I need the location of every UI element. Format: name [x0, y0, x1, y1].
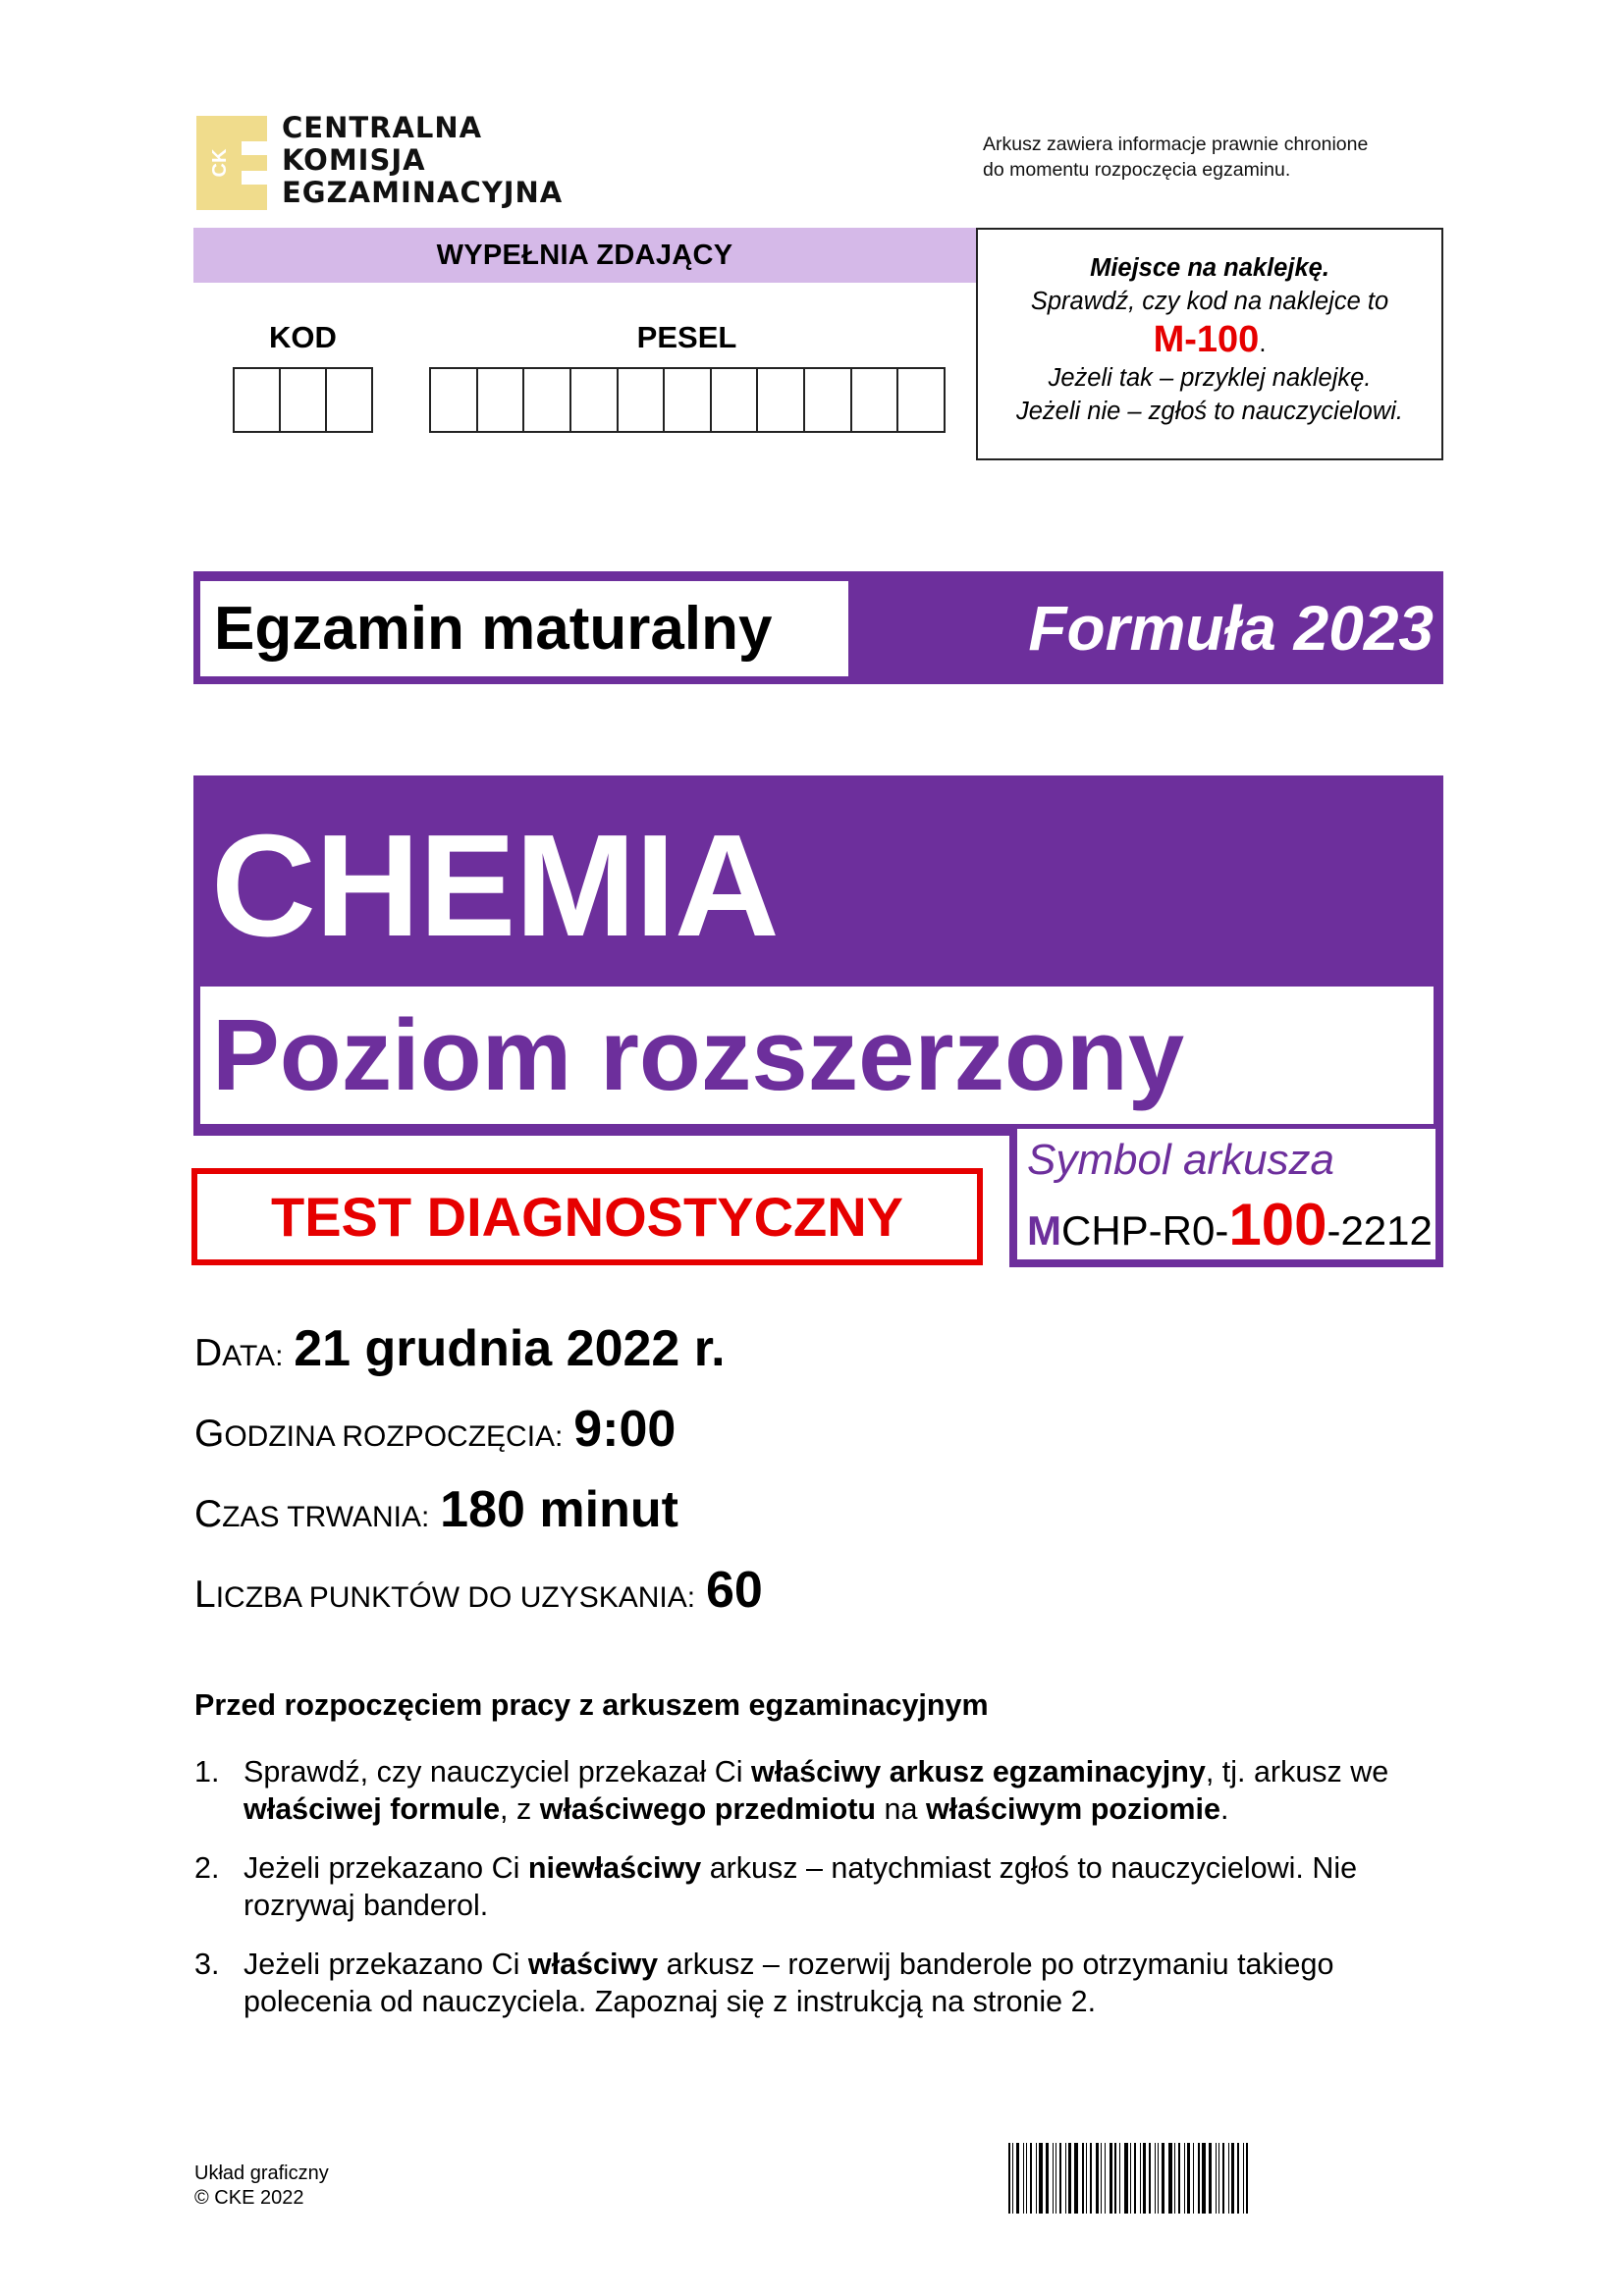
sticker-if-no: Jeżeli nie – zgłoś to nauczycielowi. — [1015, 398, 1404, 425]
footer-credit: Układ graficzny © CKE 2022 — [194, 2163, 329, 2209]
pesel-label: PESEL — [636, 320, 737, 354]
barcode — [1008, 2143, 1421, 2214]
subject-name: CHEMIA — [211, 805, 779, 967]
instruction-item: 2. Jeżeli przekazano Ci niewłaściwy arkusz – natychmiast zgłoś to nauczycielowi. Nie rozrywaj banderol. — [194, 1851, 1358, 1922]
test-diagnostic-label: TEST DIAGNOSTYCZNY — [191, 1168, 983, 1265]
kod-label: KOD — [269, 320, 337, 354]
instruction-item: 3. Jeżeli przekazano Ci właściwy arkusz – rozerwij banderole po otrzymaniu takiego polecenia od nauczyciela. Zapoznaj się z instrukcją na stronie 2. — [194, 1948, 1334, 2018]
info-duration: CZAS TRWANIA: 180 minut — [194, 1481, 678, 1538]
pesel-input-boxes[interactable] — [429, 367, 946, 433]
legal-notice: Arkusz zawiera informacje prawnie chronione do momentu rozpoczęcia egzaminu. — [983, 133, 1369, 181]
sticker-title: Miejsce na naklejkę. — [1090, 254, 1329, 282]
exam-formula: Formuła 2023 — [1028, 593, 1434, 664]
fill-in-band: WYPEŁNIA ZDAJĄCY — [193, 228, 976, 283]
pesel-box[interactable] — [805, 369, 852, 431]
symbol-code: MCHP-R0-100-2212 — [1027, 1192, 1433, 1257]
instructions-list — [194, 1753, 1451, 2042]
logo-mark-text: CK — [209, 148, 231, 178]
pesel-box[interactable] — [712, 369, 759, 431]
pesel-box[interactable] — [665, 369, 712, 431]
info-points: LICZBA PUNKTÓW DO UZYSKANIA: 60 — [194, 1562, 763, 1619]
info-date: DATA: 21 grudnia 2022 r. — [194, 1320, 726, 1377]
symbol-label: Symbol arkusza — [1027, 1136, 1335, 1184]
kod-input-boxes[interactable] — [233, 367, 373, 433]
sticker-if-yes: Jeżeli tak – przyklej naklejkę. — [1048, 364, 1372, 392]
info-start-time: GODZINA ROZPOCZĘCIA: 9:00 — [194, 1401, 677, 1458]
pesel-box[interactable] — [524, 369, 571, 431]
sticker-check-text: Sprawdź, czy kod na naklejce to — [1030, 288, 1389, 315]
exam-title: Egzamin maturalny — [214, 595, 773, 663]
cke-logo-text: CENTRALNA KOMISJA EGZAMINACYJNA — [282, 111, 564, 209]
pesel-box[interactable] — [431, 369, 478, 431]
instructions-title: Przed rozpoczęciem pracy z arkuszem egzaminacyjnym — [194, 1688, 989, 1722]
kod-box[interactable] — [235, 369, 281, 431]
pesel-box[interactable] — [619, 369, 666, 431]
pesel-box[interactable] — [571, 369, 619, 431]
pesel-box[interactable] — [478, 369, 525, 431]
pesel-box[interactable] — [852, 369, 899, 431]
pesel-box[interactable] — [898, 369, 944, 431]
subject-level: Poziom rozszerzony — [212, 998, 1185, 1111]
kod-box[interactable] — [281, 369, 327, 431]
cke-logo-mark — [196, 116, 267, 210]
instruction-item: 1. Sprawdź, czy nauczyciel przekazał Ci właściwy arkusz egzaminacyjny, tj. arkusz we właściwej formule, z właściwego przedmiotu na właściwym poziomie. — [194, 1755, 1389, 1826]
pesel-box[interactable] — [758, 369, 805, 431]
sticker-area: Miejsce na naklejkę. Sprawdź, czy kod na naklejce to M-100. Jeżeli tak – przyklej naklejkę. Jeżeli nie – zgłoś to nauczycielowi. — [976, 228, 1443, 460]
sticker-code: M-100 — [1153, 319, 1260, 360]
kod-box[interactable] — [327, 369, 371, 431]
